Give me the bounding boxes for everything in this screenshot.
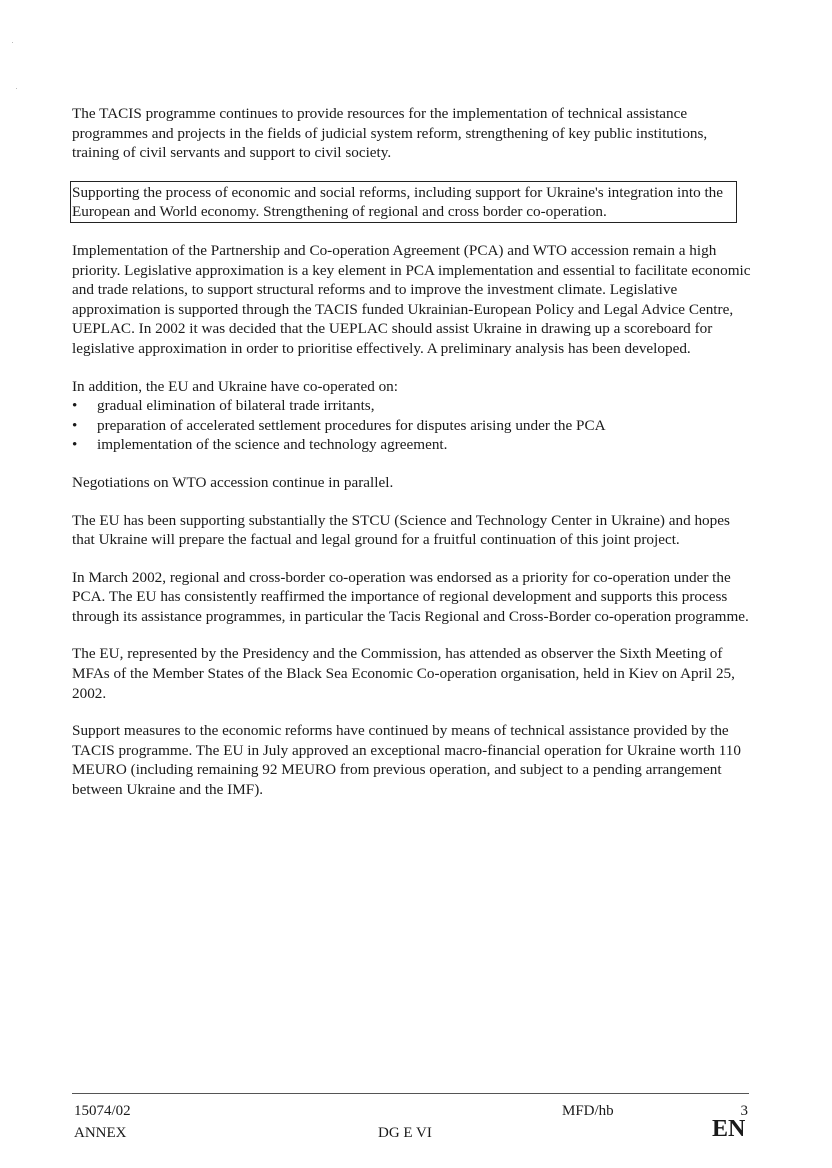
- document-body: [72, 104, 752, 818]
- footer-initials: MFD/hb: [562, 1103, 614, 1119]
- paragraph-pca-implementation: Implementation of the Partnership and Co-operation Agreement (PCA) and WTO accession remain a high priority. Legislative approximation is a key element in PCA implementation and essential to facilitate economic and trade relations, to support structural reforms and to improve the investment climate. Legislative approximation is supported through the TACIS funded Ukrainian-European Policy and Legal Advice Centre, UEPLAC. In 2002 it was decided that the UEPLAC should assist Ukraine in drawing up a scoreboard for legislative approximation in order to prioritise effectively. A preliminary analysis has been developed.: [72, 241, 751, 357]
- paragraph-stcu: The EU has been supporting substantially the STCU (Science and Technology Center in Ukraine) and hopes that Ukraine will prepare the factual and legal ground for a fruitful continuation of this joint project.: [72, 511, 730, 549]
- scan-speck: [12, 42, 13, 43]
- bullet-glyph: •: [72, 416, 78, 434]
- paragraph-cooperation-intro: In addition, the EU and Ukraine have co-operated on:: [72, 377, 398, 395]
- cooperation-list: [72, 396, 752, 455]
- boxed-objective-text: Supporting the process of economic and social reforms, including support for Ukraine's integration into the European and World economy. Strengthening of regional and cross border co-operation.: [72, 183, 724, 221]
- footer-page-number: 3: [740, 1103, 748, 1119]
- footer-annex: ANNEX: [74, 1125, 127, 1141]
- bullet-glyph: •: [72, 436, 78, 454]
- paragraph-tacis-resources: The TACIS programme continues to provide resources for the implementation of technical assistance programmes and projects in the fields of judicial system reform, strengthening of key public institutions, training of civil servants and support to civil society.: [72, 105, 708, 162]
- paragraph-wto-negotiations: Negotiations on WTO accession continue in parallel.: [72, 473, 394, 491]
- footer-divider: [72, 1093, 749, 1094]
- footer-department: DG E VI: [378, 1125, 432, 1141]
- footer-reference: 15074/02: [74, 1103, 131, 1119]
- list-item: [72, 416, 752, 436]
- list-item: [72, 396, 752, 416]
- list-item-text: implementation of the science and technology agreement.: [97, 436, 448, 454]
- paragraph-regional-cooperation: In March 2002, regional and cross-border co-operation was endorsed as a priority for co-operation under the PCA. The EU has consistently reaffirmed the importance of regional development and supports this process through its assistance programmes, in particular the Tacis Regional and Cross-Border co-operation programme.: [72, 568, 749, 625]
- paragraph-macro-financial: Support measures to the economic reforms have continued by means of technical assistance provided by the TACIS programme. The EU in July approved an exceptional macro-financial operation for Ukraine worth 110 MEURO (including remaining 92 MEURO from previous operation, and subject to a pending arrangement between Ukraine and the IMF).: [72, 722, 741, 799]
- bullet-glyph: •: [72, 397, 78, 415]
- scan-speck: [16, 88, 17, 89]
- list-item-text: preparation of accelerated settlement procedures for disputes arising under the PCA: [97, 416, 606, 434]
- footer-language: EN: [712, 1116, 746, 1142]
- list-item: [72, 435, 752, 455]
- boxed-objective: [70, 181, 737, 223]
- list-item-text: gradual elimination of bilateral trade irritants,: [97, 397, 375, 415]
- paragraph-black-sea-meeting: The EU, represented by the Presidency and the Commission, has attended as observer the Sixth Meeting of MFAs of the Member States of the Black Sea Economic Co-operation organisation, held in Kiev on April 25, 2002.: [72, 645, 735, 702]
